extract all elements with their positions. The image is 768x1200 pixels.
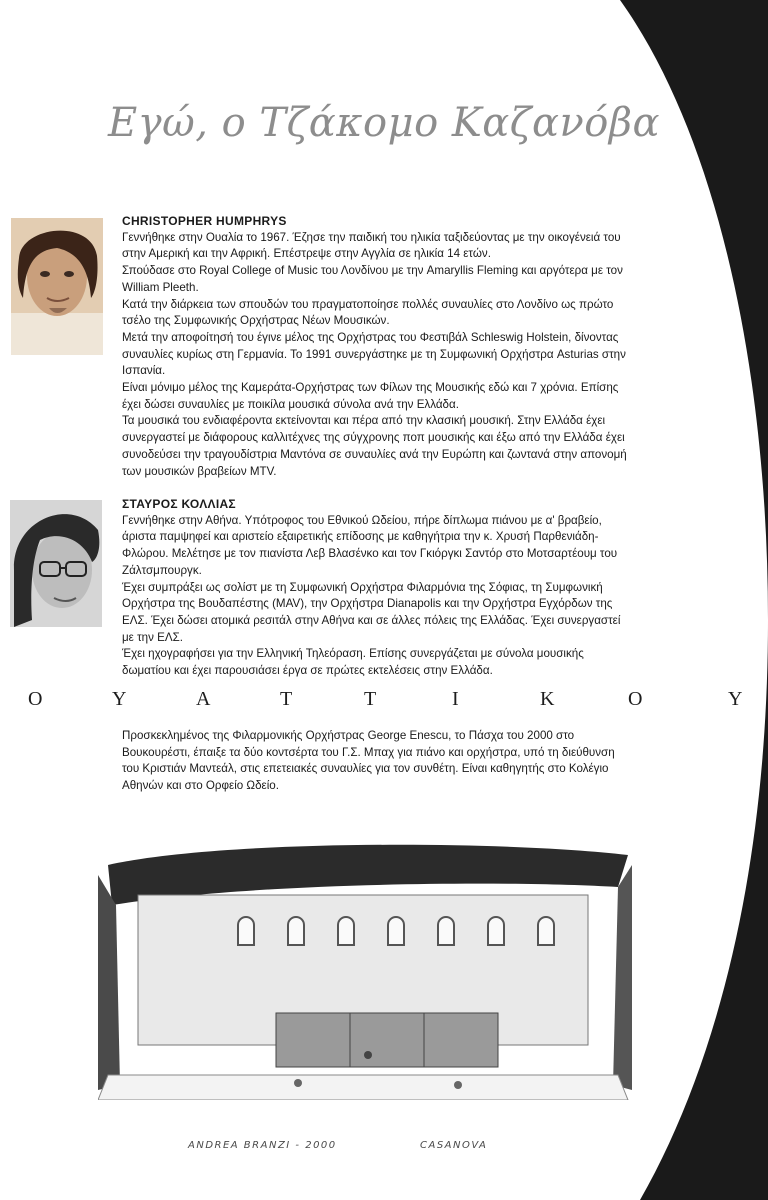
portrait-stavros-kollias xyxy=(10,500,102,627)
bio-paragraph: Γεννήθηκε στην Ουαλία το 1967. Έζησε την παιδική του ηλικία ταξιδεύοντας με την οικογένειά του στην Αμερική και την Αφρική. Επέστρεψε στην Αγγλία σε ηλικία 14 ετών. xyxy=(122,230,621,261)
bio-stavros-kollias xyxy=(122,496,632,680)
bio-paragraph: Είναι μόνιμο μέλος της Καμεράτα-Ορχήστρας των Φίλων της Μουσικής εδώ και 7 χρόνια. Επίσης έχει δώσει συναυλίες με ποικίλα μουσικά σύνολα ανά την Ελλάδα. xyxy=(122,381,619,411)
bio-paragraph: Σπούδασε στο Royal College of Music του Λονδίνου με την Amaryllis Fleming και αργότερα με τον William Pleeth. xyxy=(122,264,623,294)
bio-paragraph: Έχει ηχογραφήσει για την Ελληνική Τηλεόραση. Επίσης συνεργάζεται με σύνολα μουσικής δωματίου και έχει παρουσιάσει έργα σε πρώτες εκτελέσεις στην Ελλάδα. xyxy=(122,647,584,678)
spaced-letter: Ι xyxy=(452,688,459,710)
bio-continuation xyxy=(122,728,632,795)
artist-signature: ANDREA BRANZI - 2000 xyxy=(188,1140,337,1151)
portrait-christopher-humphrys xyxy=(11,218,103,355)
page-title: Εγώ, ο Τζάκομο Καζανόβα xyxy=(107,100,661,146)
bio-paragraph: Τα μουσικά του ενδιαφέροντα εκτείνονται και πέρα από την κλασική μουσική. Στην Ελλάδα έχει συνεργαστεί με διάφορους καλλιτέχνες της σύγχρονης ποπ μουσικής και έξω από την Ελλάδα έχει συνοδεύσει την τραγουδίστρια Μαντόνα σε συναυλίες ανά την Ευρώπη και ζωντανά στην απονομή των μουσικών βραβείων MTV. xyxy=(122,414,627,478)
spaced-letter: Τ xyxy=(364,688,377,710)
spaced-letter: Α xyxy=(196,688,211,710)
bio-christopher-humphrys xyxy=(122,213,632,480)
spaced-letter: Ο xyxy=(628,688,643,710)
stage-drawing-illustration xyxy=(98,835,632,1100)
bio-name: ΣΤΑΥΡΟΣ ΚΟΛΛΙΑΣ xyxy=(122,497,236,511)
spaced-letter: Τ xyxy=(280,688,293,710)
bio-paragraph: Έχει συμπράξει ως σολίστ με τη Συμφωνική Ορχήστρα Φιλαρμόνια της Σόφιας, τη Συμφωνική Ορχήστρα της Βουδαπέστης (MAV), την Ορχήστρα Dianapolis και την Ορχήστρα Εγχόρδων της ΕΛΣ. Έχει δώσει ατομικά ρεσιτάλ στην Αθήνα και σε άλλες πόλεις της Ελλάδας. Έχει συνεργαστεί με την ΕΛΣ. xyxy=(122,580,621,644)
spaced-letter: Ο xyxy=(28,688,43,710)
spaced-letter-band xyxy=(0,688,768,718)
drawing-caption: CASANOVA xyxy=(420,1140,488,1151)
bio-name: CHRISTOPHER HUMPHRYS xyxy=(122,214,287,228)
spaced-letter: Υ xyxy=(728,688,743,710)
bio-paragraph: Μετά την αποφοίτησή του έγινε μέλος της Ορχήστρας του Φεστιβάλ Schleswig Holstein, δίνοντας συναυλίες κυρίως στη Γερμανία. Το 1991 συνεργάστηκε με τη Συμφωνική Ορχήστρα Asturias στην Ισπανία. xyxy=(122,330,626,378)
bio-paragraph: Γεννήθηκε στην Αθήνα. Υπότροφος του Εθνικού Ωδείου, πήρε δίπλωμα πιάνου με α' βραβείο, άριστα παμψηφεί και αριστείο εξαιρετικής επίδοσης με καθηγήτρια την κ. Χρυσή Παρθενιάδη-Φλώρου. Μελέτησε με τον πιανίστα Λεβ Βλασένκο και τον Γκιόργκι Σαντόρ στο Μοτσαρτέουμ του Ζάλτσμπουργκ. xyxy=(122,513,618,577)
bio-paragraph: Κατά την διάρκεια των σπουδών του πραγματοποίησε πολλές συναυλίες στο Λονδίνο ως πρώτο τσέλο της Συμφωνικής Ορχήστρας Νέων Μουσικών. xyxy=(122,297,614,328)
spaced-letter: Υ xyxy=(112,688,127,710)
spaced-letter: Κ xyxy=(540,688,555,710)
bio-paragraph: Προσκεκλημένος της Φιλαρμονικής Ορχήστρας George Enescu, το Πάσχα του 2000 στο Βουκουρέστι, έπαιξε τα δύο κοντσέρτα του Γ.Σ. Μπαχ για πιάνο και ορχήστρα, υπό τη διεύθυνση του Κριστιάν Μαντεάλ, στις επετειακές συναυλίες για τον συνθέτη. Είναι καθηγητής στο Κολέγιο Αθηνών και στο Ορφείο Ωδείο. xyxy=(122,729,615,793)
